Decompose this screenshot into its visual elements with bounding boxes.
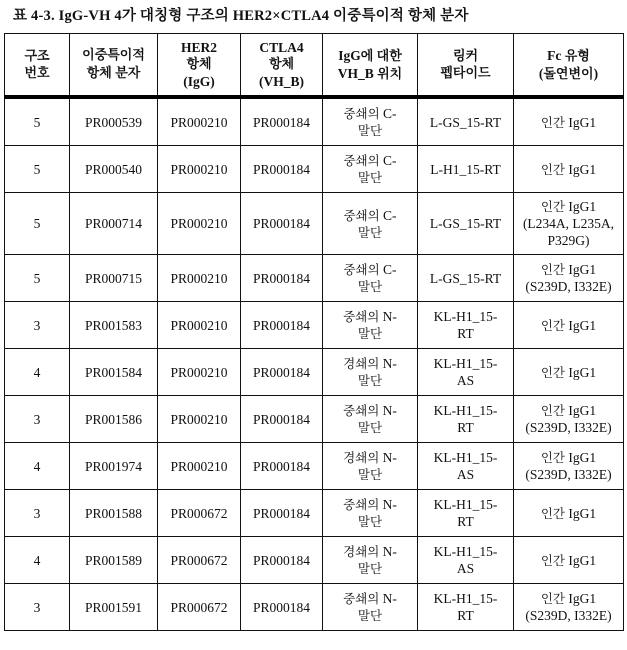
cell-line: (L234A, L235A, [522, 216, 615, 231]
cell-line: 말단 [357, 123, 383, 138]
cell-vhb-position [323, 396, 418, 443]
table-caption: 표 4-3. IgG-VH 4가 대칭형 구조의 HER2×CTLA4 이중특이적 항체 분자 [13, 8, 469, 24]
cell-line: AS [456, 373, 475, 388]
cell-vhb-position [323, 302, 418, 349]
header-line: VH_B 위치 [337, 65, 403, 82]
cell-line: KL-H1_15- [433, 309, 498, 324]
cell-fc-type [514, 349, 624, 396]
header-line: 펩타이드 [440, 65, 491, 81]
cell-line: P329G) [547, 233, 590, 248]
cell-line: 중쇄의 C- [343, 262, 397, 277]
cell-fc-type [514, 302, 624, 349]
cell-line: RT [457, 608, 474, 623]
cell-structure-number: 3 [5, 396, 70, 443]
cell-vhb-position [323, 349, 418, 396]
cell-line: 말단 [357, 373, 383, 388]
cell-linker-peptide [418, 443, 514, 490]
cell-fc-type [514, 443, 624, 490]
cell-line: 인간 IgG1 [540, 114, 597, 130]
header-line: HER2 [180, 40, 217, 55]
cell-bispecific-molecule: PR001586 [70, 396, 158, 443]
header-fc-type [514, 34, 624, 98]
header-vhb-position [323, 34, 418, 98]
cell-line: 인간 IgG1 [540, 591, 597, 606]
cell-line: 중쇄의 N- [343, 309, 397, 324]
cell-ctla4-antibody: PR000184 [241, 349, 323, 396]
cell-fc-type [514, 146, 624, 193]
cell-line: 말단 [357, 561, 383, 576]
cell-line: 경쇄의 N- [343, 544, 397, 559]
header-bispecific-molecule [70, 34, 158, 98]
cell-line: KL-H1_15- [433, 497, 498, 512]
header-line: (돌연변이) [538, 65, 599, 82]
cell-bispecific-molecule: PR001588 [70, 490, 158, 537]
cell-linker-peptide [418, 490, 514, 537]
cell-structure-number: 3 [5, 490, 70, 537]
cell-line: KL-H1_15- [433, 356, 498, 371]
table-row [5, 255, 624, 302]
cell-structure-number: 4 [5, 537, 70, 584]
table-row [5, 146, 624, 193]
cell-her2-antibody: PR000210 [158, 396, 241, 443]
header-line: IgG에 대한 [338, 47, 402, 64]
cell-line: 경쇄의 N- [343, 450, 397, 465]
cell-bispecific-molecule: PR000539 [70, 97, 158, 146]
cell-bispecific-molecule: PR001589 [70, 537, 158, 584]
cell-vhb-position [323, 443, 418, 490]
bispecific-antibody-table [4, 33, 624, 631]
cell-line: 인간 IgG1 [540, 552, 597, 568]
cell-line: 인간 IgG1 [540, 364, 597, 380]
header-line: 링커 [452, 48, 479, 64]
header-line: 구조 [24, 48, 50, 64]
cell-linker-peptide [418, 349, 514, 396]
cell-line: 말단 [357, 279, 383, 294]
cell-fc-type [514, 193, 624, 255]
cell-linker-peptide [418, 537, 514, 584]
cell-line: KL-H1_15- [433, 591, 498, 606]
cell-ctla4-antibody: PR000184 [241, 255, 323, 302]
cell-line: 말단 [357, 326, 383, 341]
table-header-row [5, 34, 624, 98]
cell-ctla4-antibody: PR000184 [241, 490, 323, 537]
cell-her2-antibody: PR000210 [158, 302, 241, 349]
cell-bispecific-molecule: PR000715 [70, 255, 158, 302]
cell-bispecific-molecule: PR001591 [70, 584, 158, 631]
cell-line: (S239D, I332E) [525, 608, 612, 623]
cell-line: AS [456, 561, 475, 576]
cell-line: 인간 IgG1 [540, 317, 597, 333]
table-row [5, 396, 624, 443]
cell-line: 중쇄의 C- [343, 207, 397, 223]
cell-structure-number: 5 [5, 255, 70, 302]
cell-fc-type [514, 490, 624, 537]
cell-line: (S239D, I332E) [525, 420, 612, 435]
header-line: 이중특이적 [82, 48, 145, 63]
cell-bispecific-molecule: PR001583 [70, 302, 158, 349]
cell-line: 말단 [357, 224, 383, 240]
cell-linker-peptide [418, 584, 514, 631]
cell-her2-antibody: PR000210 [158, 146, 241, 193]
cell-linker-peptide [418, 255, 514, 302]
cell-line: 중쇄의 N- [343, 497, 397, 512]
cell-line: 중쇄의 C- [343, 153, 397, 168]
cell-her2-antibody: PR000210 [158, 349, 241, 396]
cell-vhb-position [323, 146, 418, 193]
cell-vhb-position [323, 490, 418, 537]
header-line: 항체 분자 [86, 66, 141, 81]
cell-line: RT [457, 420, 474, 435]
header-line: (VH_B) [259, 74, 304, 89]
cell-linker-peptide [418, 302, 514, 349]
cell-linker-peptide [418, 97, 514, 146]
cell-vhb-position [323, 584, 418, 631]
cell-line: L-H1_15-RT [430, 161, 501, 177]
cell-vhb-position [323, 193, 418, 255]
cell-bispecific-molecule: PR001584 [70, 349, 158, 396]
cell-line: 인간 IgG1 [540, 450, 597, 465]
cell-line: 말단 [357, 420, 383, 435]
header-linker-peptide [418, 34, 514, 98]
cell-line: 인간 IgG1 [540, 403, 597, 418]
cell-line: KL-H1_15- [433, 544, 498, 559]
cell-line: 중쇄의 N- [343, 591, 397, 606]
cell-line: KL-H1_15- [433, 450, 498, 465]
cell-ctla4-antibody: PR000184 [241, 146, 323, 193]
header-her2-antibody [158, 34, 241, 98]
cell-structure-number: 3 [5, 584, 70, 631]
cell-her2-antibody: PR000672 [158, 490, 241, 537]
cell-bispecific-molecule: PR001974 [70, 443, 158, 490]
table-row [5, 537, 624, 584]
cell-ctla4-antibody: PR000184 [241, 193, 323, 255]
cell-her2-antibody: PR000210 [158, 193, 241, 255]
cell-fc-type [514, 97, 624, 146]
header-line: 번호 [24, 65, 50, 81]
cell-fc-type [514, 396, 624, 443]
header-structure-number [5, 34, 70, 98]
header-line: 항체 [186, 57, 212, 72]
cell-line: 중쇄의 C- [343, 106, 397, 121]
cell-linker-peptide [418, 146, 514, 193]
cell-bispecific-molecule: PR000540 [70, 146, 158, 193]
cell-line: KL-H1_15- [433, 403, 498, 418]
cell-line: 말단 [357, 608, 383, 623]
cell-line: (S239D, I332E) [525, 467, 612, 482]
cell-vhb-position [323, 537, 418, 584]
cell-line: L-GS_15-RT [429, 270, 502, 286]
cell-bispecific-molecule: PR000714 [70, 193, 158, 255]
cell-fc-type [514, 584, 624, 631]
cell-ctla4-antibody: PR000184 [241, 396, 323, 443]
cell-line: 중쇄의 N- [343, 403, 397, 418]
table-row [5, 584, 624, 631]
cell-linker-peptide [418, 193, 514, 255]
table-row [5, 193, 624, 255]
cell-her2-antibody: PR000210 [158, 255, 241, 302]
table-row [5, 443, 624, 490]
cell-line: RT [457, 514, 474, 529]
table-body [5, 97, 624, 631]
cell-fc-type [514, 537, 624, 584]
table-row [5, 349, 624, 396]
cell-vhb-position [323, 97, 418, 146]
cell-line: AS [456, 467, 475, 482]
header-line: (IgG) [183, 74, 215, 89]
table-row [5, 97, 624, 146]
cell-structure-number: 4 [5, 349, 70, 396]
cell-linker-peptide [418, 396, 514, 443]
header-line: CTLA4 [259, 40, 304, 55]
cell-her2-antibody: PR000672 [158, 537, 241, 584]
cell-structure-number: 5 [5, 97, 70, 146]
cell-line: 인간 IgG1 [540, 505, 597, 521]
header-ctla4-antibody [241, 34, 323, 98]
cell-her2-antibody: PR000672 [158, 584, 241, 631]
table-row [5, 490, 624, 537]
cell-line: 말단 [357, 467, 383, 482]
cell-structure-number: 5 [5, 193, 70, 255]
cell-ctla4-antibody: PR000184 [241, 584, 323, 631]
cell-line: L-GS_15-RT [429, 216, 502, 231]
cell-line: 말단 [357, 170, 383, 185]
cell-line: RT [457, 326, 474, 341]
cell-her2-antibody: PR000210 [158, 443, 241, 490]
cell-structure-number: 5 [5, 146, 70, 193]
cell-ctla4-antibody: PR000184 [241, 443, 323, 490]
cell-line: 경쇄의 N- [343, 356, 397, 371]
cell-structure-number: 4 [5, 443, 70, 490]
cell-line: 말단 [357, 514, 383, 529]
header-line: Fc 유형 [547, 47, 590, 64]
cell-line: (S239D, I332E) [525, 279, 612, 294]
table-row [5, 302, 624, 349]
cell-ctla4-antibody: PR000184 [241, 302, 323, 349]
cell-her2-antibody: PR000210 [158, 97, 241, 146]
cell-line: 인간 IgG1 [540, 262, 597, 277]
cell-fc-type [514, 255, 624, 302]
cell-structure-number: 3 [5, 302, 70, 349]
cell-line: 인간 IgG1 [540, 199, 597, 214]
cell-ctla4-antibody: PR000184 [241, 537, 323, 584]
cell-vhb-position [323, 255, 418, 302]
cell-ctla4-antibody: PR000184 [241, 97, 323, 146]
header-line: 항체 [268, 57, 295, 72]
cell-line: L-GS_15-RT [429, 114, 502, 130]
cell-line: 인간 IgG1 [540, 161, 597, 177]
